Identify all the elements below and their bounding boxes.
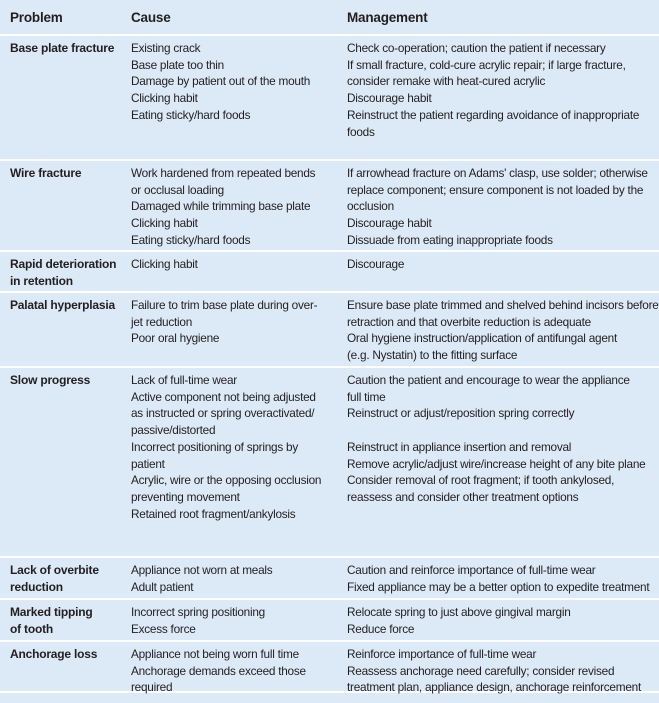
problem-cell: Rapid deterioration in retention (10, 257, 117, 288)
management-item: Dissuade from eating inappropriate foods (347, 232, 553, 247)
cause-item: Eating sticky/hard foods (131, 232, 251, 247)
management-item: Reinstruct in appliance insertion and removal (347, 439, 572, 454)
table-row (0, 293, 659, 368)
management-item: Discourage habit (347, 91, 432, 106)
cause-item: Clicking habit (131, 216, 198, 231)
management-cell (337, 558, 659, 598)
problem-cell: Anchorage loss (10, 647, 98, 661)
table-row (0, 161, 659, 252)
management-item: Check co-operation; caution the patient if necessary (347, 41, 606, 55)
management-item: Remove acrylic/adjust wire/increase height of any bite plane (347, 456, 646, 471)
cause-cell (131, 293, 337, 366)
problem-cell: Palatal hyperplasia (10, 298, 115, 312)
management-item: Discourage habit (347, 216, 432, 231)
header-cause: Cause (131, 9, 171, 25)
management-cell (337, 252, 659, 291)
management-item: If small fracture, cold-cure acrylic repair; if large fracture, consider remake with heat-cured acrylic (347, 57, 626, 89)
cause-cell (131, 642, 337, 695)
table-row (0, 558, 659, 600)
cause-cell (131, 36, 337, 159)
cause-item: Base plate too thin (131, 57, 224, 72)
table-row (0, 36, 659, 161)
management-cell (337, 293, 659, 366)
management-item: Relocate spring to just above gingival margin (347, 605, 571, 619)
management-cell (337, 368, 659, 556)
management-item: If arrowhead fracture on Adams' clasp, use solder; otherwise replace component; ensure component is not loaded by the (347, 166, 648, 197)
cause-item: Excess force (131, 621, 196, 636)
table-row (0, 600, 659, 642)
cause-item: Appliance not worn at meals (131, 563, 273, 577)
management-item: Ensure base plate trimmed and shelved behind incisors before retraction and that overbite reduction is adequate (347, 298, 659, 329)
problem-cell: Marked tipping of tooth (10, 605, 93, 636)
management-cell (337, 600, 659, 640)
cause-cell (131, 558, 337, 598)
cause-cell (131, 368, 337, 556)
cause-item: Lack of full-time wear (131, 373, 237, 387)
management-item: Caution the patient and encourage to wear the appliance full time (347, 373, 630, 404)
management-item: Reassess anchorage need carefully; consider revised treatment plan, appliance design, anchorage reinforcement (347, 663, 641, 695)
header-problem: Problem (10, 9, 63, 25)
problem-cell: Base plate fracture (10, 41, 115, 55)
problem-cell: Lack of overbite reduction (10, 563, 99, 594)
table-row (0, 252, 659, 293)
cause-item: Retained root fragment/ankylosis (131, 506, 296, 521)
management-item: Discourage (347, 257, 405, 271)
cause-item: Acrylic, wire or the opposing occlusion preventing movement (131, 473, 322, 504)
cause-item: Damage by patient out of the mouth (131, 74, 311, 89)
management-item: Reinstruct or adjust/reposition spring correctly (347, 406, 575, 421)
management-item: Consider removal of root fragment; if tooth ankylosed, reassess and consider other treatment options (347, 473, 615, 504)
cause-item: Eating sticky/hard foods (131, 107, 251, 122)
problem-cell: Wire fracture (10, 166, 82, 180)
cause-item: Active component not being adjusted as instructed or spring overactivated/ passive/distorted (131, 389, 316, 438)
header-management: Management (347, 9, 428, 25)
cause-item: Anchorage demands exceed those required (131, 663, 306, 695)
management-item: Reduce force (347, 621, 415, 636)
table-header (0, 0, 659, 36)
management-cell (337, 161, 659, 250)
cause-item: Incorrect spring positioning (131, 605, 265, 619)
cause-cell (131, 161, 337, 250)
cause-item: Work hardened from repeated bends or occlusal loading (131, 166, 316, 197)
management-item: occlusion (347, 199, 394, 214)
management-item: Caution and reinforce importance of full-time wear (347, 563, 596, 577)
problem-cell: Slow progress (10, 373, 91, 387)
management-item: Fixed appliance may be a better option to expedite treatment (347, 579, 650, 594)
cause-item: Incorrect positioning of springs by patient (131, 439, 298, 471)
cause-cell (131, 600, 337, 640)
cause-item: Failure to trim base plate during over- jet reduction (131, 298, 318, 329)
cause-item: Existing crack (131, 41, 201, 55)
table-body (0, 36, 659, 693)
cause-item: Clicking habit (131, 257, 198, 271)
management-item: Oral hygiene instruction/application of antifungal agent (e.g. Nystatin) to the fitting surface (347, 331, 617, 363)
cause-cell (131, 252, 337, 291)
table-row (0, 642, 659, 693)
cause-item: Poor oral hygiene (131, 331, 220, 346)
management-cell (337, 642, 659, 695)
cause-item: Appliance not being worn full time (131, 647, 299, 661)
cause-item: Damaged while trimming base plate (131, 199, 311, 214)
table-row (0, 368, 659, 558)
management-cell (337, 36, 659, 159)
cause-item: Clicking habit (131, 91, 198, 106)
management-item: Reinstruct the patient regarding avoidance of inappropriate foods (347, 107, 640, 139)
cause-item: Adult patient (131, 579, 194, 594)
management-item: Reinforce importance of full-time wear (347, 647, 537, 661)
